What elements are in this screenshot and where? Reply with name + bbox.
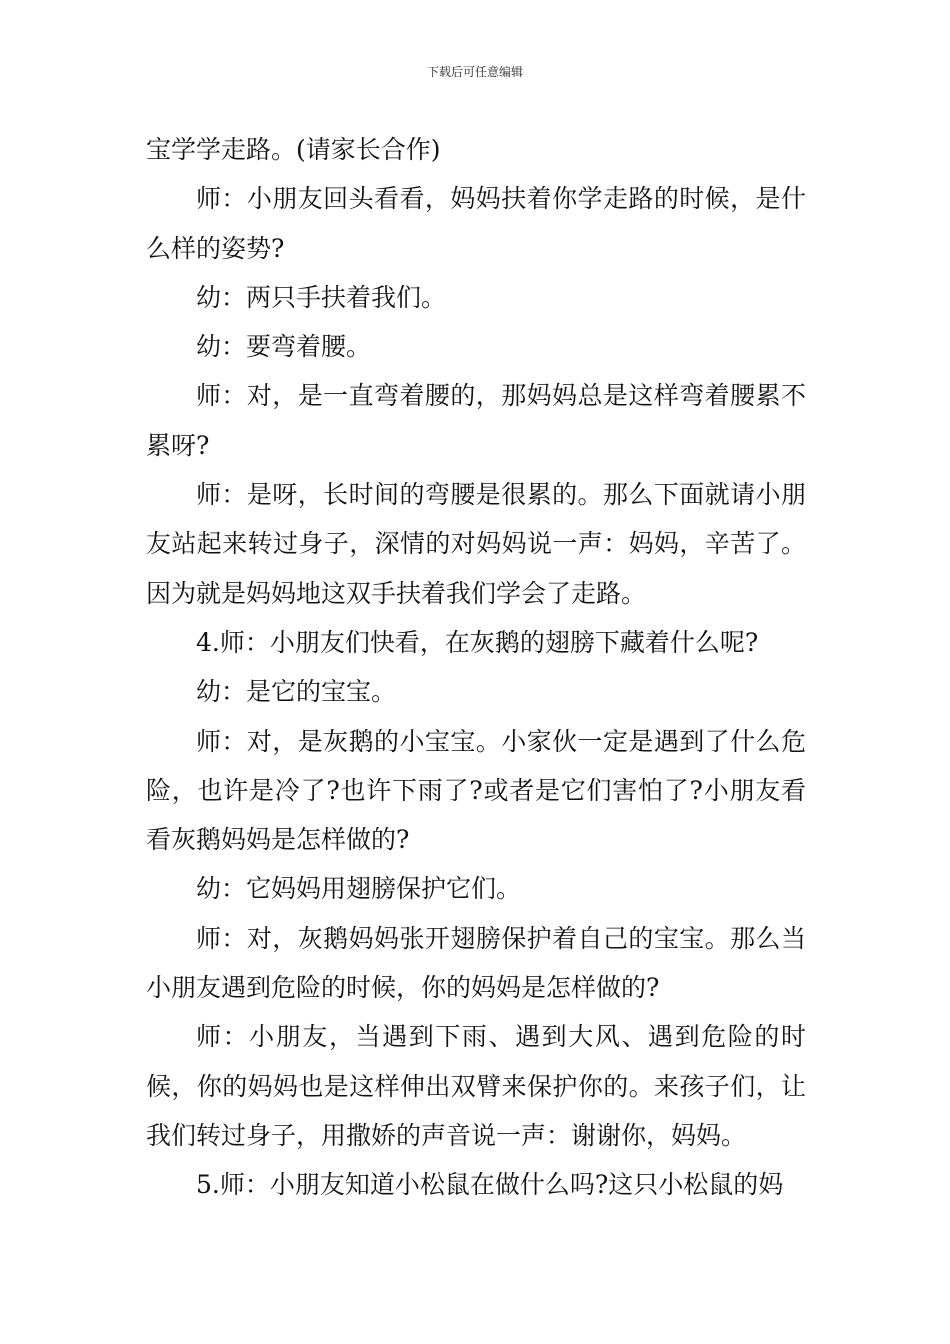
paragraph: 师：小朋友回头看看，妈妈扶着你学走路的时候，是什么样的姿势? xyxy=(146,184,806,263)
page-header: 下载后可任意编辑 xyxy=(426,65,523,79)
paragraph: 师：小朋友，当遇到下雨、遇到大风、遇到危险的时候，你的妈妈也是这样伸出双臂来保护你的。来孩子们，让我们转过身子，用撒娇的声音说一声：谢谢你，妈妈。 xyxy=(146,1022,806,1150)
body-text xyxy=(146,125,806,1210)
paragraph: 宝学学走路。(请家长合作) xyxy=(146,135,441,164)
paragraph: 师：对，是一直弯着腰的，那妈妈总是这样弯着腰累不累呀? xyxy=(146,381,806,460)
paragraph: 幼：它妈妈用翅膀保护它们。 xyxy=(196,874,522,904)
paragraph: 幼：两只手扶着我们。 xyxy=(196,282,447,312)
paragraph: 师：对，灰鹅妈妈张开翅膀保护着自己的宝宝。那么当小朋友遇到危险的时候，你的妈妈是怎样做的? xyxy=(146,923,806,1003)
paragraph: 师：是呀，长时间的弯腰是很累的。那么下面就请小朋友站起来转过身子，深情的对妈妈说一声：妈妈，辛苦了。因为就是妈妈地这双手扶着我们学会了走路。 xyxy=(146,480,806,608)
paragraph: 幼：是它的宝宝。 xyxy=(196,677,397,707)
paragraph: 师：对，是灰鹅的小宝宝。小家伙一定是遇到了什么危险，也许是冷了?也许下雨了?或者是它们害怕了?小朋友看看灰鹅妈妈是怎样做的? xyxy=(146,726,806,855)
paragraph: 4.师：小朋友们快看，在灰鹅的翅膀下藏着什么呢? xyxy=(196,627,759,657)
paragraph: 幼：要弯着腰。 xyxy=(196,332,372,362)
paragraph: 5.师：小朋友知道小松鼠在做什么吗?这只小松鼠的妈 xyxy=(196,1170,784,1200)
